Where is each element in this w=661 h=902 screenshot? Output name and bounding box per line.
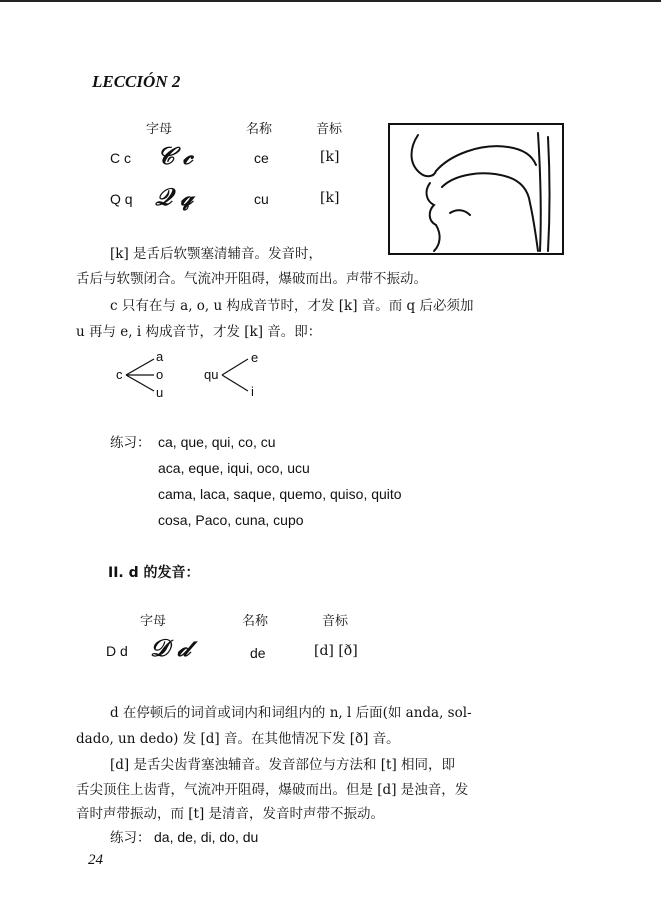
para1-line3: c 只有在与 a, o, u 构成音节时，才发 [k] 音。而 q 后必须加 (110, 298, 474, 314)
para2-line3: [d] 是舌尖齿背塞浊辅音。发音部位与方法和 [t] 相同，即 (110, 757, 456, 773)
para2-line2: dado, un dedo) 发 [d] 音。在其他情况下发 [ð] 音。 (76, 731, 400, 747)
exercise2-label: 练习： (110, 830, 151, 846)
fork-c-u: u (156, 385, 164, 400)
para1-line1: [k] 是舌后软颚塞清辅音。发音时， (110, 246, 323, 262)
mouth-profile-icon (390, 125, 562, 253)
script-d: 𝒟 𝒹 (150, 633, 190, 662)
ipa-d: [d] [ð] (314, 643, 358, 659)
exercise1-line2: aca, eque, iqui, oco, ucu (158, 460, 310, 476)
ipa-q: [k] (320, 190, 340, 206)
fork-c-a: a (156, 349, 164, 364)
exercise1-label: 练习： (110, 435, 151, 451)
header2-ipa: 音标 (322, 614, 349, 629)
section2-title: II. d 的发音： (108, 565, 200, 581)
letter-c: C c (110, 150, 131, 166)
fork-c-root: c (116, 367, 123, 382)
fork-qu-e: e (251, 350, 259, 365)
header2-letter: 字母 (140, 614, 167, 629)
letter-d: D d (106, 643, 128, 659)
fork-qu-lines (220, 355, 254, 395)
header-name: 名称 (246, 122, 273, 137)
header-ipa: 音标 (316, 122, 343, 137)
fork-qu-root: qu (204, 367, 219, 382)
ipa-c: [k] (320, 149, 340, 165)
lesson-title: LECCIÓN 2 (92, 72, 181, 91)
para2-line1: d 在停顿后的词首或词内和词组内的 n, l 后面(如 anda, sol- (110, 705, 472, 721)
articulation-diagram (388, 123, 564, 255)
exercise1-line3: cama, laca, saque, quemo, quiso, quito (158, 486, 402, 502)
fork-qu-i: i (251, 384, 254, 399)
exercise2-line: da, de, di, do, du (154, 829, 259, 845)
page-number: 24 (88, 852, 103, 868)
script-c: 𝒞 𝒸 (157, 141, 193, 170)
fork-c-o: o (156, 367, 164, 382)
letter-q: Q q (110, 191, 133, 207)
para2-line4: 舌尖顶住上齿背，气流冲开阻碍，爆破而出。但是 [d] 是浊音，发 (76, 782, 469, 798)
name-c: ce (254, 150, 269, 166)
top-rule (0, 0, 661, 2)
name-q: cu (254, 191, 269, 207)
para2-line5: 音时声带振动，而 [t] 是清音，发音时声带不振动。 (76, 806, 385, 822)
exercise1-line1: ca, que, qui, co, cu (158, 434, 276, 450)
header2-name: 名称 (242, 614, 269, 629)
fork-c-lines (124, 355, 158, 395)
para1-line2: 舌后与软颚闭合。气流冲开阻碍，爆破而出。声带不振动。 (76, 271, 427, 287)
header-letter: 字母 (146, 122, 173, 137)
name-d: de (250, 645, 266, 661)
para1-line4: u 再与 e, i 构成音节，才发 [k] 音。即： (76, 324, 322, 340)
exercise1-line4: cosa, Paco, cuna, cupo (158, 512, 304, 528)
script-q: 𝒬 𝓆 (155, 182, 193, 211)
